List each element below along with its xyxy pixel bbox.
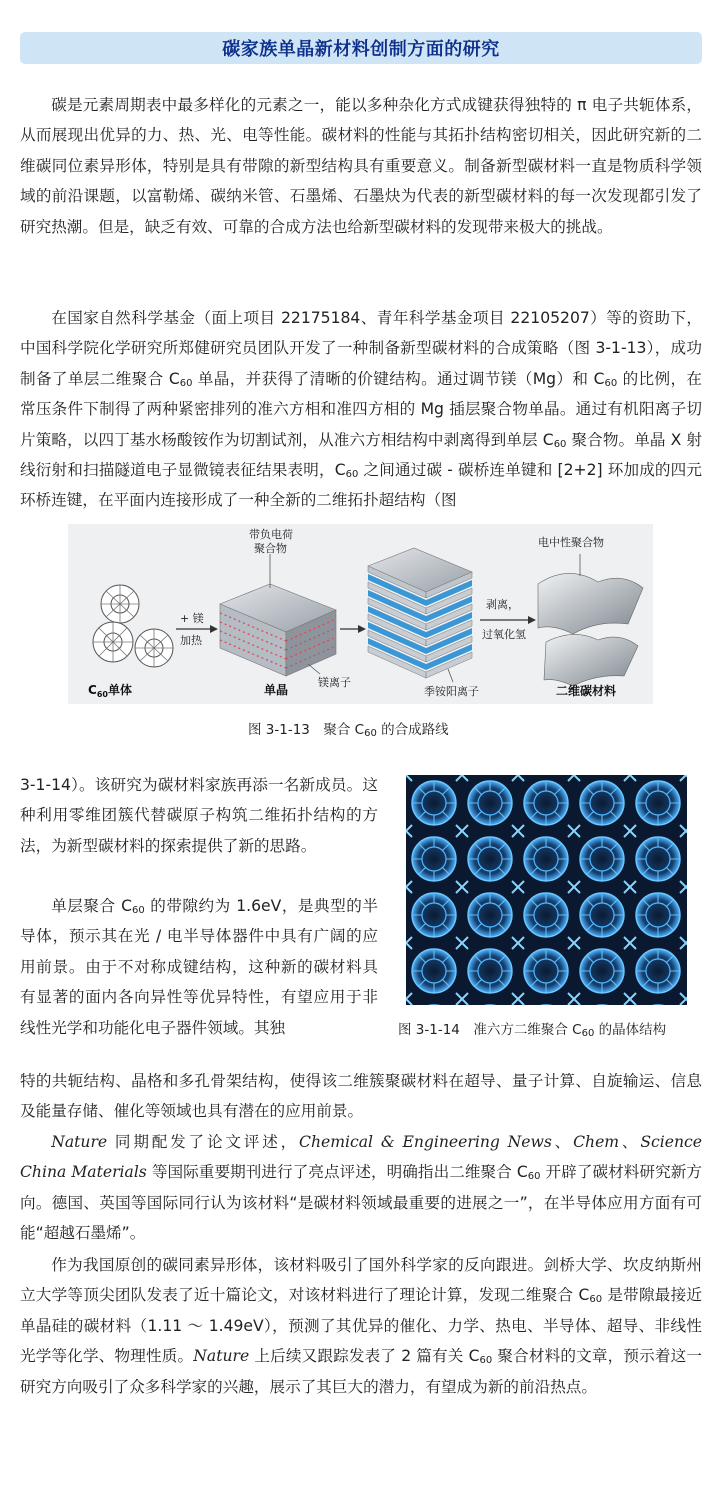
synthesis-diagram (68, 524, 653, 704)
paragraph-4b: 特的共轭结构、晶格和多孔骨架结构，使得该二维簇聚碳材料在超导、量子计算、自旋输运、信息及能量存储、催化等领域也具有潜在的应用前景。 (20, 1072, 702, 1121)
c60-molecule-icon (93, 585, 173, 667)
arrow1-bottom-label: 加热 (180, 634, 202, 647)
exfoliate-label-1: 剥离， (486, 598, 519, 611)
c60-label: $C_{60}$单体 (88, 683, 132, 699)
2d-carbon-label: 二维碳材料 (556, 684, 617, 698)
single-crystal-stack (220, 584, 336, 676)
paragraph-1: 碳是元素周期表中最多样化的元素之一，能以多种杂化方式成键获得独特的 π 电子共轭体系，从而展现出优异的力、热、光、电等性能。碳材料的性能与其拓扑结构密切相关，因此研究新的二维碳同位素异形体，特别是具有带隙的新型结构具有重要意义。制备新型碳材料一直是物质科学领域的前沿课题，以富勒烯、碳纳米管、石墨烯、石墨炔为代表的新型碳材料的每一次发现都引发了研究热潮。但是，缺乏有效、可靠的合成方法也给新型碳材料的发现带来极大的挑战。 (20, 96, 702, 236)
arrow-2-head (358, 625, 366, 633)
exfoliate-label-2: 过氧化氢 (482, 628, 526, 641)
mg-ion-label: 镁离子 (318, 676, 351, 689)
single-crystal-label: 单晶 (264, 683, 289, 697)
2d-carbon-sheets (538, 573, 643, 686)
figure2-caption: 图 3-1-14 准六方二维聚合 $C_{60}$ 的晶体结构 (398, 1022, 667, 1039)
figure-synthesis-route (68, 524, 653, 704)
neg-charge-label-2: 聚合物 (254, 542, 287, 555)
crystal-lattice-image (406, 775, 687, 1005)
paragraph-2: 在国家自然科学基金（面上项目 22175184、青年科学基金项目 22105207）等的资助下，中国科学院化学研究所郑健研究员团队开发了一种制备新型碳材料的合成策略（图 3-1-13），成功制备了单层二维聚合 $C_{60}$ 单晶，并获得了清晰的价键结构。通过调节镁（Mg）和 $C_{60}$ 的比例，在常压条件下制得了两种紧密排列的准六方相和准四方相的 Mg 插层聚合物单晶。通过有机阳离子切片策略，以四丁基水杨酸铵作为切割试剂，从准六方相结构中剥离得到单层 $C_{60}$ 聚合物。单晶 X 射线衍射和扫描隧道电子显微镜表征结果表明，$C_{60}$ 之间通过碳 - 碳桥连单键和 [2+2] 环加成的四元环桥连键，在平面内连接形成了一种全新的二维拓扑超结构（图 (20, 309, 702, 510)
paragraph-5: Nature 同期配发了论文评述，Chemical & Engineering News、Chem、Science China Materials 等国际重要期刊进行了亮点评述，明确指出二维聚合 $C_{60}$ 开辟了碳材料研究新方向。德国、英国等国际同行认为该材料“是碳材料领域最重要的进展之一”，在半导体应用方面有可能“超越石墨烯”。 (20, 1133, 702, 1243)
figure-crystal-structure (406, 775, 687, 1005)
neg-charge-label-1: 带负电荷 (249, 528, 293, 541)
paragraph-4a: 单层聚合 $C_{60}$ 的带隙约为 1.6eV，是典型的半导体，预示其在光 / 电半导体器件中具有广阔的应用前景。由于不对称成键结构，这种新的碳材料具有显著的面内各向异性等优异特性，有望应用于非线性光学和功能化电子器件领域。其独 (20, 897, 378, 1037)
title-bar (20, 32, 702, 64)
paragraph-3: 3-1-14）。该研究为碳材料家族再添一名新成员。这种利用零维团簇代替碳原子构筑二维拓扑结构的方法，为新型碳材料的探索提供了新的思路。 (20, 776, 378, 855)
figure1-caption: 图 3-1-13 聚合 $C_{60}$ 的合成路线 (248, 722, 449, 739)
arrow1-top-label: + 镁 (180, 612, 204, 625)
page-title: 碳家族单晶新材料创制方面的研究 (222, 39, 500, 60)
paragraph-6: 作为我国原创的碳同素异形体，该材料吸引了国外科学家的反向跟进。剑桥大学、坎皮纳斯州立大学等顶尖团队发表了近十篇论文，对该材料进行了理论计算，发现二维聚合 $C_{60}$ 是带隙最接近单晶硅的碳材料（1.11 ～ 1.49eV），预测了其优异的催化、力学、热电、半导体、超导、非线性光学等化学、物理性质。Nature 上后续又跟踪发表了 2 篇有关 $C_{60}$ 聚合材料的文章，预示着这一研究方向吸引了众多科学家的兴趣，展示了其巨大的潜力，有望成为新的前沿热点。 (20, 1256, 702, 1396)
intercalated-stack (368, 548, 472, 678)
quat-cation-label: 季铵阳离子 (424, 685, 479, 698)
arrow-1-head (210, 625, 218, 633)
arrow-3-head (528, 616, 536, 624)
neutral-polymer-label: 电中性聚合物 (538, 536, 604, 549)
